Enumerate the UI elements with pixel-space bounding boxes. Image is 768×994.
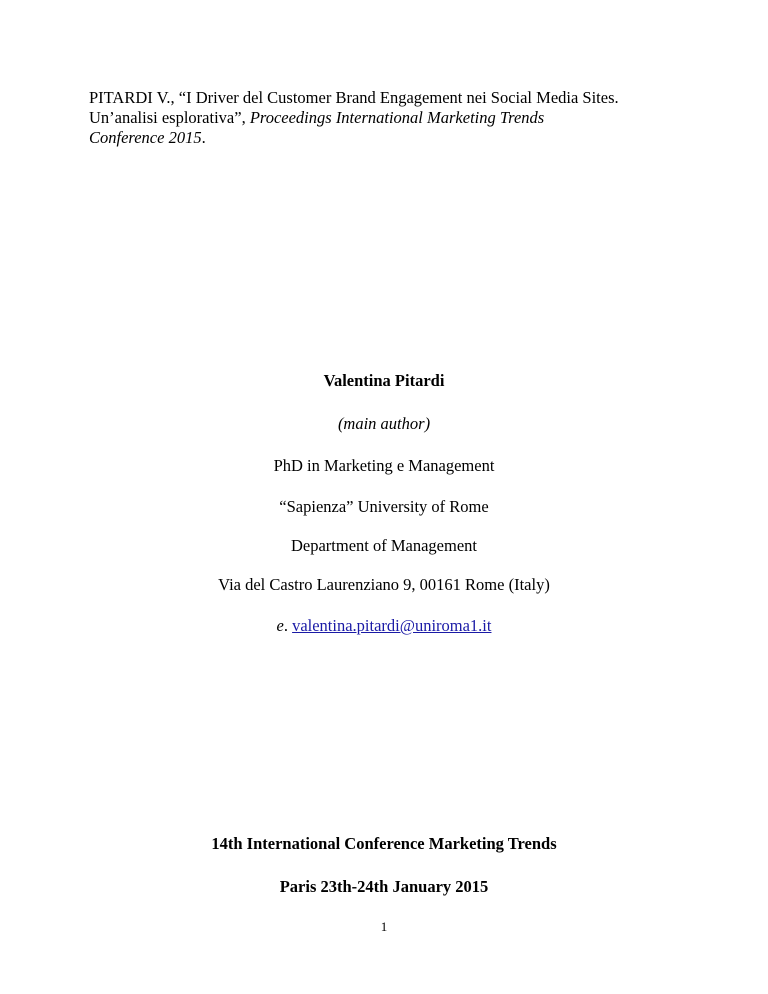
email-link[interactable]: valentina.pitardi@uniroma1.it xyxy=(292,616,492,635)
author-name: Valentina Pitardi xyxy=(323,371,445,390)
citation-proceedings: Proceedings International Marketing Trends xyxy=(249,108,545,127)
author-email-line xyxy=(0,616,768,636)
citation-conference: Conference 2015 xyxy=(89,128,202,147)
email-separator: . xyxy=(283,616,293,635)
citation-line-1: PITARDI V., “I Driver del Customer Brand Engagement nei Social Media Sites. xyxy=(89,88,619,107)
author-university: “Sapienza” University of Rome xyxy=(279,497,489,516)
citation-line-3 xyxy=(89,128,729,148)
citation-line-2 xyxy=(89,108,729,128)
page-number: 1 xyxy=(380,919,388,934)
author-degree: PhD in Marketing e Management xyxy=(273,456,495,475)
author-department: Department of Management xyxy=(290,536,477,555)
citation-period: . xyxy=(201,128,206,147)
conference-location-date: Paris 23th-24th January 2015 xyxy=(279,877,489,896)
author-address: Via del Castro Laurenziano 9, 00161 Rome (Italy) xyxy=(218,575,550,594)
author-role: (main author) xyxy=(337,414,431,433)
conference-name: 14th International Conference Marketing Trends xyxy=(211,834,557,853)
citation-title-end: Un’analisi esplorativa”, xyxy=(89,108,250,127)
email-prefix: e xyxy=(276,616,284,635)
citation-block xyxy=(89,88,729,148)
